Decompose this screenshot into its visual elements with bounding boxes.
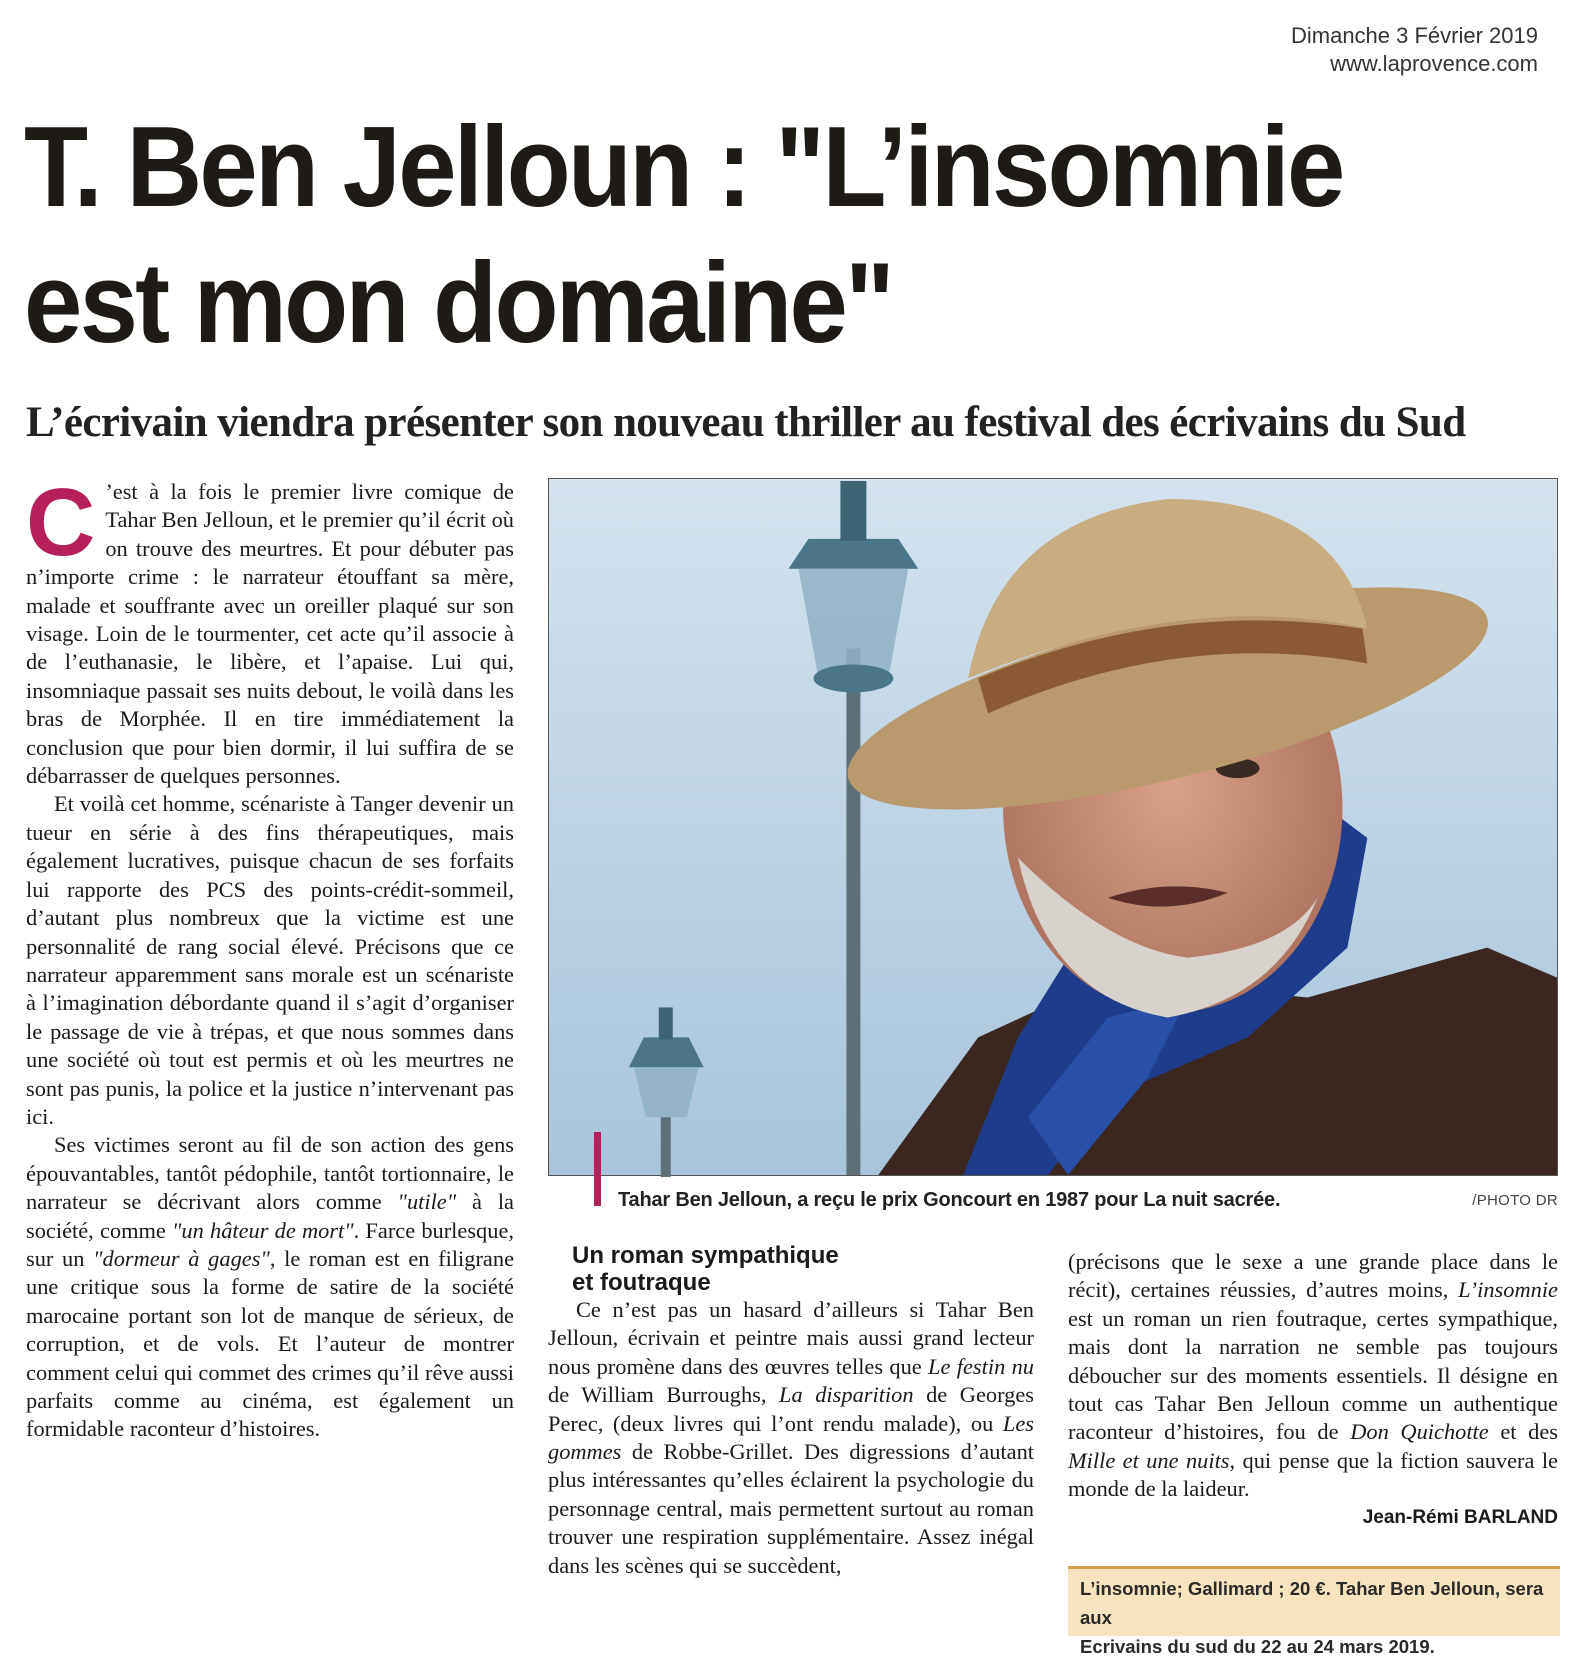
author-signature: Jean-Rémi BARLAND — [1362, 1506, 1558, 1528]
headline — [24, 100, 1459, 372]
paragraph-4: Ce n’est pas un hasard d’ailleurs si Tahar Ben Jelloun, écrivain et peintre mais aussi grand lecteur nous promène dans des œuvres telles que Le festin nu de William Burroughs, La disparition de Georges Perec, (deux livres qui l’ont rendu malade), ou Les gommes de Robbe-Grillet. Des digressions d’autant plus intéressantes qu’elles éclairent la psychologie du personnage central, mais permettent surtout au roman trouver une respiration supplémentaire. Assez inégal dans les scènes qui se succèdent, — [548, 1297, 1034, 1578]
section-heading-line-2: et foutraque — [572, 1269, 711, 1296]
photo-caption: Tahar Ben Jelloun, a reçu le prix Goncourt en 1987 pour La nuit sacrée. — [618, 1189, 1281, 1211]
photo-credit: /PHOTO DR — [1472, 1192, 1558, 1209]
paragraph-5: (précisons que le sexe a une grande place dans le récit), certaines réussies, d’autres moins, L’insomnie est un roman un rien foutraque, certes sympathique, mais dont la narration ne semble pas toujours déboucher sur des moments essentiels. Il désigne en tout cas Tahar Ben Jelloun comme un authentique raconteur d’histoires, fou de Don Quichotte et des Mille et une nuits, qui pense que la fiction sauvera le monde de la laideur. — [1068, 1249, 1559, 1502]
author-photo-illustration — [549, 479, 1557, 1175]
book-info-box — [1068, 1566, 1560, 1657]
caption-accent-bar — [594, 1132, 601, 1206]
book-info-line-2: Ecrivains du sud du 22 au 24 mars 2019. — [1080, 1636, 1435, 1657]
masthead — [1291, 22, 1538, 78]
drop-cap: C — [26, 469, 96, 576]
article-column-1 — [26, 469, 515, 1444]
section-heading — [572, 1242, 1012, 1296]
paragraph-2: Et voilà cet homme, scénariste à Tanger devenir un tueur en série à des fins thérapeutiques, mais également lucratives, puisque chacun de ses forfaits lui rapporte des PCS des points-crédit-sommeil, d’autant plus nombreux que la victime est une personnalité de rang social élevé. Précisons que ce narrateur apparemment sans morale est un scénariste à l’imagination débordante quand il s’agit d’organiser le passage de vie à trépas, et que nous sommes dans une société où tout est permis et où les meurtres ne sont pas punis, la police et la justice n’intervenant pas ici. — [26, 791, 514, 1129]
paragraph-3: Ses victimes seront au fil de son action des gens épouvantables, tantôt pédophile, tantôt tortionnaire, le narrateur se décrivant alors comme "utile" à la société, comme "un hâteur de mort". Farce burlesque, sur un "dormeur à gages", le roman est en filigrane une critique sous la forme de satire de la société marocaine portant son lot de manque de sérieux, de corruption, et de vols. Et l’auteur de montrer comment celui qui commet des crimes qu’il rêve aussi parfaits comme au cinéma, est également un formidable raconteur d’histoires. — [26, 1132, 515, 1442]
subheadline: L’écrivain viendra présenter son nouveau thriller au festival des écrivains du Sud — [26, 399, 1466, 446]
headline-line-2: est mon domaine" — [24, 240, 893, 367]
section-heading-line-1: Un roman sympathique — [572, 1242, 839, 1269]
paragraph-1: C ’est à la fois le premier livre comique de Tahar Ben Jelloun, et le premier qu’il écrit où on trouve des meurtres. Et pour débuter pas n’importe crime : le narrateur étouffant sa mère, malade et souffrante avec un oreiller plaqué sur son visage. Loin de le tourmenter, cet acte qu’il associe à de l’euthanasie, le libère, et l’apaise. Lui qui, insomniaque passait ses nuits debout, le voilà dans les bras de Morphée. Il en tire immédiatement la conclusion que pour bien dormir, il lui suffira de se débarrasser de quelques personnes. — [26, 469, 514, 789]
headline-line-1: T. Ben Jelloun : "L’insomnie — [24, 104, 1343, 231]
website: www.laprovence.com — [1330, 51, 1538, 76]
author-photo — [548, 478, 1558, 1176]
article-column-2 — [548, 1296, 1034, 1580]
issue-date: Dimanche 3 Février 2019 — [1290, 23, 1538, 48]
article-column-3 — [1068, 1248, 1558, 1532]
book-info-line-1: L’insomnie; Gallimard ; 20 €. Tahar Ben Jelloun, sera aux — [1080, 1578, 1544, 1628]
